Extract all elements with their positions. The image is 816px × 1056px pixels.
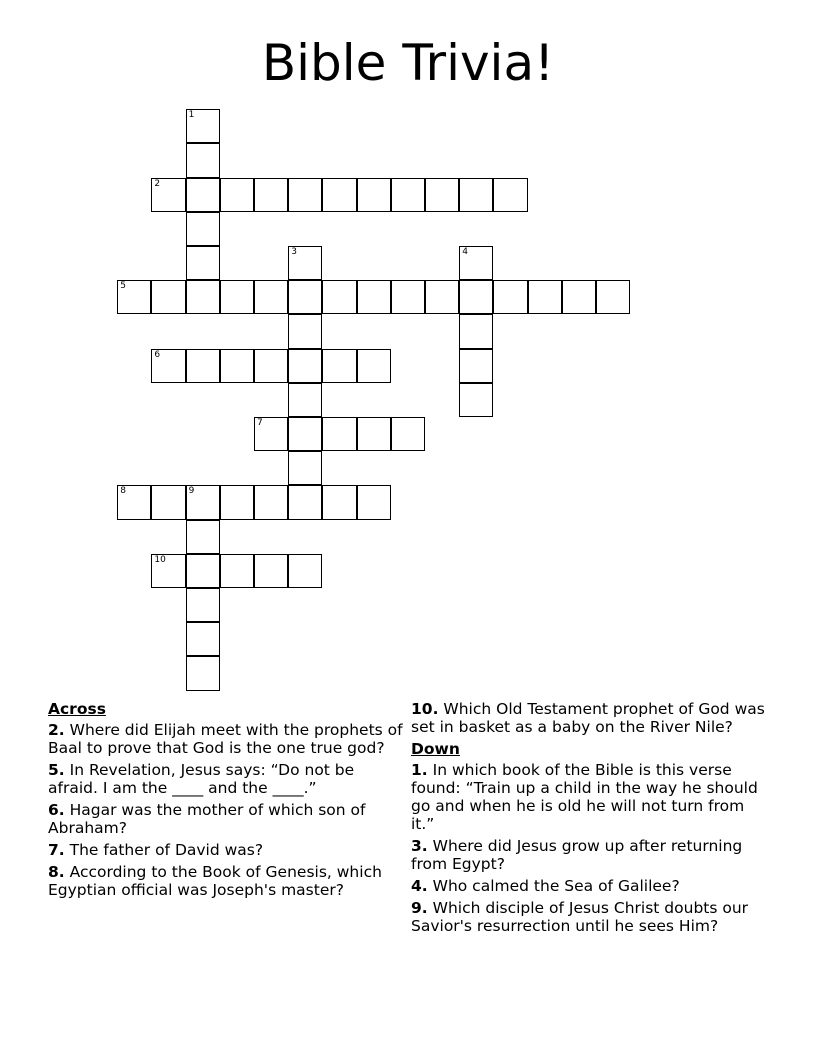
- grid-cell[interactable]: [459, 314, 493, 348]
- grid-cell[interactable]: [151, 554, 185, 588]
- grid-cell[interactable]: [493, 178, 527, 212]
- cell-number: 1: [188, 110, 195, 121]
- cell-number: 3: [291, 247, 297, 257]
- clue-across-5: [48, 761, 408, 797]
- clue-text: Where did Jesus grow up after returning from Egypt?: [411, 837, 743, 873]
- clue-down-1: [411, 761, 771, 833]
- grid-cell[interactable]: [151, 178, 185, 212]
- grid-cell[interactable]: [493, 280, 527, 314]
- grid-cell[interactable]: [186, 246, 220, 280]
- grid-cell[interactable]: [288, 349, 322, 383]
- grid-cell[interactable]: [186, 280, 220, 314]
- clue-text: Who calmed the Sea of Galilee?: [432, 877, 680, 895]
- grid-cell[interactable]: [322, 485, 356, 519]
- grid-cell[interactable]: [186, 349, 220, 383]
- grid-cell[interactable]: [528, 280, 562, 314]
- grid-cell[interactable]: [117, 485, 151, 519]
- grid-cell[interactable]: [151, 280, 185, 314]
- grid-cell[interactable]: [254, 417, 288, 451]
- grid-cell[interactable]: [288, 314, 322, 348]
- grid-cell[interactable]: [220, 349, 254, 383]
- grid-cell[interactable]: [391, 417, 425, 451]
- grid-cell[interactable]: [459, 349, 493, 383]
- grid-cell[interactable]: [288, 246, 322, 280]
- grid-cell[interactable]: [254, 178, 288, 212]
- clue-number: 1.: [411, 761, 428, 779]
- grid-cell[interactable]: [391, 178, 425, 212]
- grid-cell[interactable]: [288, 554, 322, 588]
- grid-cell[interactable]: [288, 280, 322, 314]
- grid-cell[interactable]: [322, 417, 356, 451]
- across-heading: Across: [48, 700, 106, 718]
- clue-column-right: [411, 700, 771, 939]
- cell-number: 2: [154, 178, 161, 189]
- clue-number: 10.: [411, 700, 439, 718]
- clue-down-9: [411, 899, 771, 935]
- grid-cell[interactable]: [186, 554, 220, 588]
- page-title: Bible Trivia!: [261, 34, 555, 92]
- cell-number: 7: [257, 418, 263, 428]
- clue-text: Which disciple of Jesus Christ doubts our Savior's resurrection until he sees Him?: [411, 899, 749, 935]
- grid-cell[interactable]: [220, 178, 254, 212]
- grid-cell[interactable]: [288, 383, 322, 417]
- grid-cell[interactable]: [357, 349, 391, 383]
- grid-cell[interactable]: [186, 622, 220, 656]
- grid-cell[interactable]: [186, 178, 220, 212]
- grid-cell[interactable]: [322, 178, 356, 212]
- clue-number: 5.: [48, 761, 65, 779]
- grid-cell[interactable]: [596, 280, 630, 314]
- cell-number: 9: [188, 486, 195, 497]
- clue-text: In Revelation, Jesus says: “Do not be afraid. I am the ____ and the ____.”: [48, 761, 355, 797]
- clue-text: In which book of the Bible is this verse found: “Train up a child in the way he should go and when he is old he will not turn from it.”: [411, 761, 758, 833]
- grid-cell[interactable]: [288, 485, 322, 519]
- grid-cell[interactable]: [391, 280, 425, 314]
- clue-across-6: [48, 801, 408, 837]
- grid-cell[interactable]: [254, 485, 288, 519]
- grid-cell[interactable]: [151, 349, 185, 383]
- grid-cell[interactable]: [186, 656, 220, 690]
- grid-cell[interactable]: [117, 280, 151, 314]
- grid-cell[interactable]: [186, 588, 220, 622]
- grid-cell[interactable]: [562, 280, 596, 314]
- cell-number: 4: [462, 247, 468, 257]
- down-heading: Down: [411, 740, 460, 758]
- grid-cell[interactable]: [186, 109, 220, 143]
- grid-cell[interactable]: [459, 383, 493, 417]
- grid-cell[interactable]: [459, 246, 493, 280]
- cell-number: 8: [120, 486, 126, 497]
- grid-cell[interactable]: [357, 417, 391, 451]
- clue-number: 9.: [411, 899, 428, 917]
- grid-cell[interactable]: [425, 178, 459, 212]
- clue-number: 8.: [48, 863, 65, 881]
- grid-cell[interactable]: [357, 178, 391, 212]
- clue-number: 4.: [411, 877, 428, 895]
- grid-cell[interactable]: [254, 554, 288, 588]
- grid-cell[interactable]: [459, 280, 493, 314]
- grid-cell[interactable]: [186, 143, 220, 177]
- grid-cell[interactable]: [220, 485, 254, 519]
- grid-cell[interactable]: [288, 417, 322, 451]
- clue-across-10: [411, 700, 771, 736]
- grid-cell[interactable]: [322, 349, 356, 383]
- grid-cell[interactable]: [288, 451, 322, 485]
- clue-down-3: [411, 837, 771, 873]
- clue-across-8: [48, 863, 408, 899]
- cell-number: 6: [154, 349, 161, 360]
- clue-number: 2.: [48, 721, 65, 739]
- clue-text: According to the Book of Genesis, which Egyptian official was Joseph's master?: [48, 863, 382, 899]
- cell-number: 10: [154, 554, 166, 565]
- clue-number: 7.: [48, 841, 65, 859]
- grid-cell[interactable]: [425, 280, 459, 314]
- clue-across-2: [48, 721, 408, 757]
- clue-across-7: [48, 841, 408, 859]
- cell-number: 5: [120, 281, 126, 292]
- grid-cell[interactable]: [186, 485, 220, 519]
- grid-cell[interactable]: [459, 178, 493, 212]
- clue-down-4: [411, 877, 771, 895]
- grid-cell[interactable]: [288, 178, 322, 212]
- grid-cell[interactable]: [322, 280, 356, 314]
- grid-cell[interactable]: [254, 349, 288, 383]
- grid-cell[interactable]: [254, 280, 288, 314]
- clue-text: Where did Elijah meet with the prophets of Baal to prove that God is the one true god?: [48, 721, 403, 757]
- grid-cell[interactable]: [220, 280, 254, 314]
- grid-cell[interactable]: [357, 280, 391, 314]
- grid-cell[interactable]: [186, 520, 220, 554]
- clue-column-left: [48, 700, 408, 903]
- grid-cell[interactable]: [151, 485, 185, 519]
- grid-cell[interactable]: [186, 212, 220, 246]
- grid-cell[interactable]: [220, 554, 254, 588]
- clue-number: 3.: [411, 837, 428, 855]
- clue-text: Which Old Testament prophet of God was set in basket as a baby on the River Nile?: [411, 700, 765, 736]
- clue-number: 6.: [48, 801, 65, 819]
- clue-text: Hagar was the mother of which son of Abraham?: [48, 801, 366, 837]
- grid-cell[interactable]: [357, 485, 391, 519]
- clue-text: The father of David was?: [69, 841, 264, 859]
